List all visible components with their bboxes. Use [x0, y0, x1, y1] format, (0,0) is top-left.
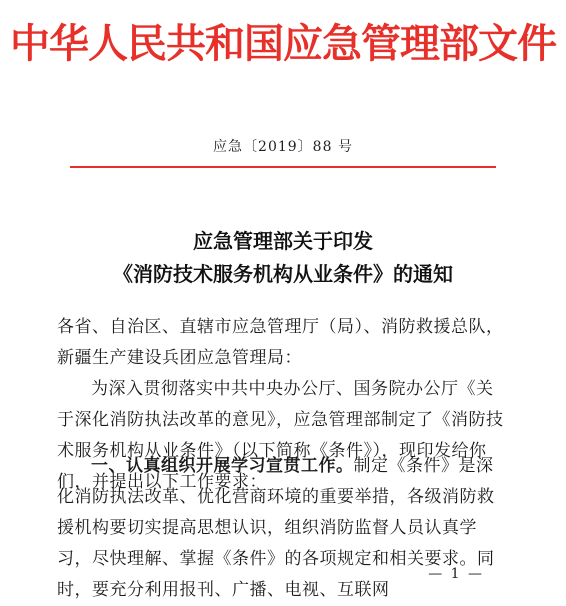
document-header-title: 中华人民共和国应急管理部文件 — [10, 21, 556, 66]
notice-title-line2: 《消防技术服务机构从业条件》的通知 — [113, 262, 453, 286]
red-divider-line — [70, 166, 496, 168]
section1-text: 制定《条件》是深化消防执法改革、优化营商环境的重要举措，各级消防救援机构要切实提高思想认识，组织消防监督人员认真学习，尽快理解、掌握《条件》的各项规定和相关要求。同时，要充分利用报刊、广播、电视、互联网 — [57, 456, 495, 600]
section1-heading: 一、认真组织开展学习宣贯工作。 — [91, 456, 354, 476]
addressees-paragraph: 各省、自治区、直辖市应急管理厅（局）、消防救援总队，新疆生产建设兵团应急管理局： — [57, 317, 504, 368]
intro-paragraph: 为深入贯彻落实中共中央办公厅、国务院办公厅《关于深化消防执法改革的意见》，应急管理部制定了《消防技术服务机构从业条件》（以下简称《条件》），现印发给你们，并提出以下工作要求： — [57, 379, 504, 492]
notice-title-line1: 应急管理部关于印发 — [193, 229, 373, 253]
document-number: 应急〔2019〕88 号 — [213, 139, 353, 155]
section1-paragraph — [57, 451, 509, 606]
page-number: — 1 — — [428, 566, 484, 582]
